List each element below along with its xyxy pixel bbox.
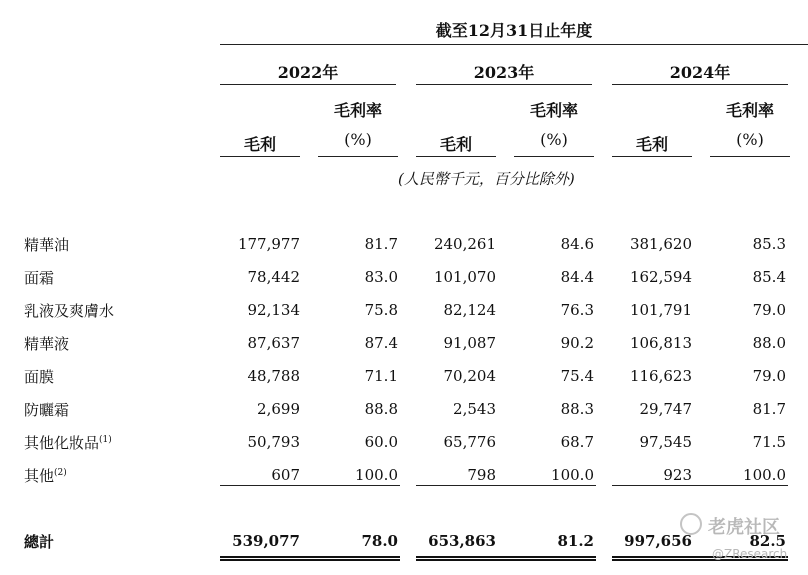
gross-margin-cell: 79.0 — [752, 301, 786, 319]
gross-margin-cell: 75.8 — [364, 301, 398, 319]
gross-profit-cell: 2,699 — [257, 400, 300, 418]
gross-profit-cell: 29,747 — [639, 400, 692, 418]
gross-margin-cell: 88.8 — [364, 400, 398, 418]
total-gp-2022: 539,077 — [232, 532, 300, 550]
gross-margin-cell: 90.2 — [560, 334, 594, 352]
row-label — [24, 333, 69, 354]
row-label — [24, 366, 54, 387]
gross-margin-cell: 83.0 — [364, 268, 398, 286]
year-2023-rule — [416, 84, 592, 85]
year-2024-header: 2024年 — [669, 63, 731, 82]
gross-profit-cell: 91,087 — [443, 334, 496, 352]
period-rule — [220, 44, 808, 45]
total-double-rule-1 — [220, 556, 400, 561]
gross-margin-cell: 71.1 — [364, 367, 398, 385]
watermark-logo-icon — [680, 513, 702, 535]
total-label: 總計 — [24, 533, 55, 551]
gross-profit-cell: 2,543 — [453, 400, 496, 418]
row-label-text: 面膜 — [24, 368, 55, 386]
gross-profit-cell: 70,204 — [443, 367, 496, 385]
watermark-title: 老虎社区 — [708, 517, 780, 538]
gross-margin-cell: 100.0 — [743, 466, 786, 484]
gross-margin-cell: 81.7 — [364, 235, 398, 253]
gross-margin-cell: 71.5 — [752, 433, 786, 451]
unit-note: (人民幣千元，百分比除外) — [398, 170, 575, 188]
gross-margin-cell: 79.0 — [752, 367, 786, 385]
watermark-handle: @ZResearch — [712, 547, 788, 561]
gross-profit-cell: 162,594 — [629, 268, 692, 286]
gross-profit-cell: 381,620 — [629, 235, 692, 253]
gross-margin-cell: 84.4 — [560, 268, 594, 286]
row-label-text: 防曬霜 — [24, 401, 70, 419]
margin-header-2022-line1: 毛利率 — [333, 101, 382, 120]
gp-header-2024: 毛利 — [635, 135, 668, 154]
subtotal-rule-2 — [416, 485, 596, 486]
gross-margin-cell: 88.3 — [560, 400, 594, 418]
footnote-marker: (2) — [54, 468, 67, 478]
gross-profit-cell: 87,637 — [247, 334, 300, 352]
gross-margin-cell: 88.0 — [752, 334, 786, 352]
row-label-text: 面霜 — [24, 269, 55, 287]
row-label — [24, 432, 112, 453]
gross-profit-cell: 106,813 — [629, 334, 692, 352]
period-header: 截至12月31日止年度 — [435, 21, 593, 40]
gross-profit-cell: 923 — [663, 466, 692, 484]
gross-profit-cell: 78,442 — [247, 268, 300, 286]
footnote-marker: (1) — [99, 435, 112, 445]
gross-profit-cell: 48,788 — [247, 367, 300, 385]
row-label-text: 其他 — [24, 467, 55, 485]
gross-margin-cell: 75.4 — [560, 367, 594, 385]
row-label — [24, 465, 67, 486]
row-label-text: 其他化妝品 — [24, 434, 100, 452]
year-2022-rule — [220, 84, 396, 85]
margin-header-2024-line1: 毛利率 — [725, 101, 774, 120]
total-gp-2024: 997,656 — [624, 532, 692, 550]
gross-profit-cell: 65,776 — [443, 433, 496, 451]
gross-margin-cell: 100.0 — [355, 466, 398, 484]
gross-profit-cell: 798 — [467, 466, 496, 484]
total-gp-2023: 653,863 — [428, 532, 496, 550]
gp-2023-rule — [416, 156, 496, 157]
subtotal-rule-3 — [612, 485, 788, 486]
gross-margin-cell: 84.6 — [560, 235, 594, 253]
margin-header-2024-line2: (%) — [736, 130, 764, 149]
gross-profit-cell: 82,124 — [443, 301, 496, 319]
gp-2024-rule — [612, 156, 692, 157]
gross-profit-cell: 240,261 — [433, 235, 496, 253]
gp-header-2022: 毛利 — [243, 135, 276, 154]
row-label — [24, 234, 69, 255]
gp-header-2023: 毛利 — [439, 135, 472, 154]
margin-header-2023-line1: 毛利率 — [529, 101, 578, 120]
row-label — [24, 399, 69, 420]
subtotal-rule-1 — [220, 485, 400, 486]
gross-profit-cell: 116,623 — [629, 367, 692, 385]
total-margin-2023: 81.2 — [557, 532, 594, 550]
gross-profit-cell: 607 — [271, 466, 300, 484]
gross-profit-cell: 101,791 — [629, 301, 692, 319]
margin-2022-rule — [318, 156, 398, 157]
gross-margin-cell: 76.3 — [560, 301, 594, 319]
gross-margin-cell: 87.4 — [364, 334, 398, 352]
total-double-rule-2 — [416, 556, 596, 561]
row-label-text: 精華液 — [24, 335, 70, 353]
gross-profit-cell: 97,545 — [639, 433, 692, 451]
total-margin-2022: 78.0 — [361, 532, 398, 550]
gross-profit-cell: 50,793 — [247, 433, 300, 451]
gross-profit-cell: 101,070 — [433, 268, 496, 286]
gross-margin-cell: 85.4 — [752, 268, 786, 286]
gross-margin-cell: 81.7 — [752, 400, 786, 418]
gross-margin-cell: 100.0 — [551, 466, 594, 484]
gross-margin-cell: 85.3 — [752, 235, 786, 253]
gross-margin-cell: 68.7 — [560, 433, 594, 451]
total-margin-2024: 82.5 — [749, 532, 786, 550]
gross-profit-cell: 177,977 — [237, 235, 300, 253]
margin-header-2023-line2: (%) — [540, 130, 568, 149]
row-label-text: 精華油 — [24, 236, 70, 254]
row-label — [24, 267, 54, 288]
margin-2024-rule — [710, 156, 790, 157]
gross-profit-cell: 92,134 — [247, 301, 300, 319]
margin-header-2022-line2: (%) — [344, 130, 372, 149]
year-2022-header: 2022年 — [277, 63, 339, 82]
row-label — [24, 300, 114, 321]
gross-margin-cell: 60.0 — [364, 433, 398, 451]
gp-2022-rule — [220, 156, 300, 157]
year-2023-header: 2023年 — [473, 63, 535, 82]
row-label-text: 乳液及爽膚水 — [24, 302, 115, 320]
year-2024-rule — [612, 84, 788, 85]
margin-2023-rule — [514, 156, 594, 157]
